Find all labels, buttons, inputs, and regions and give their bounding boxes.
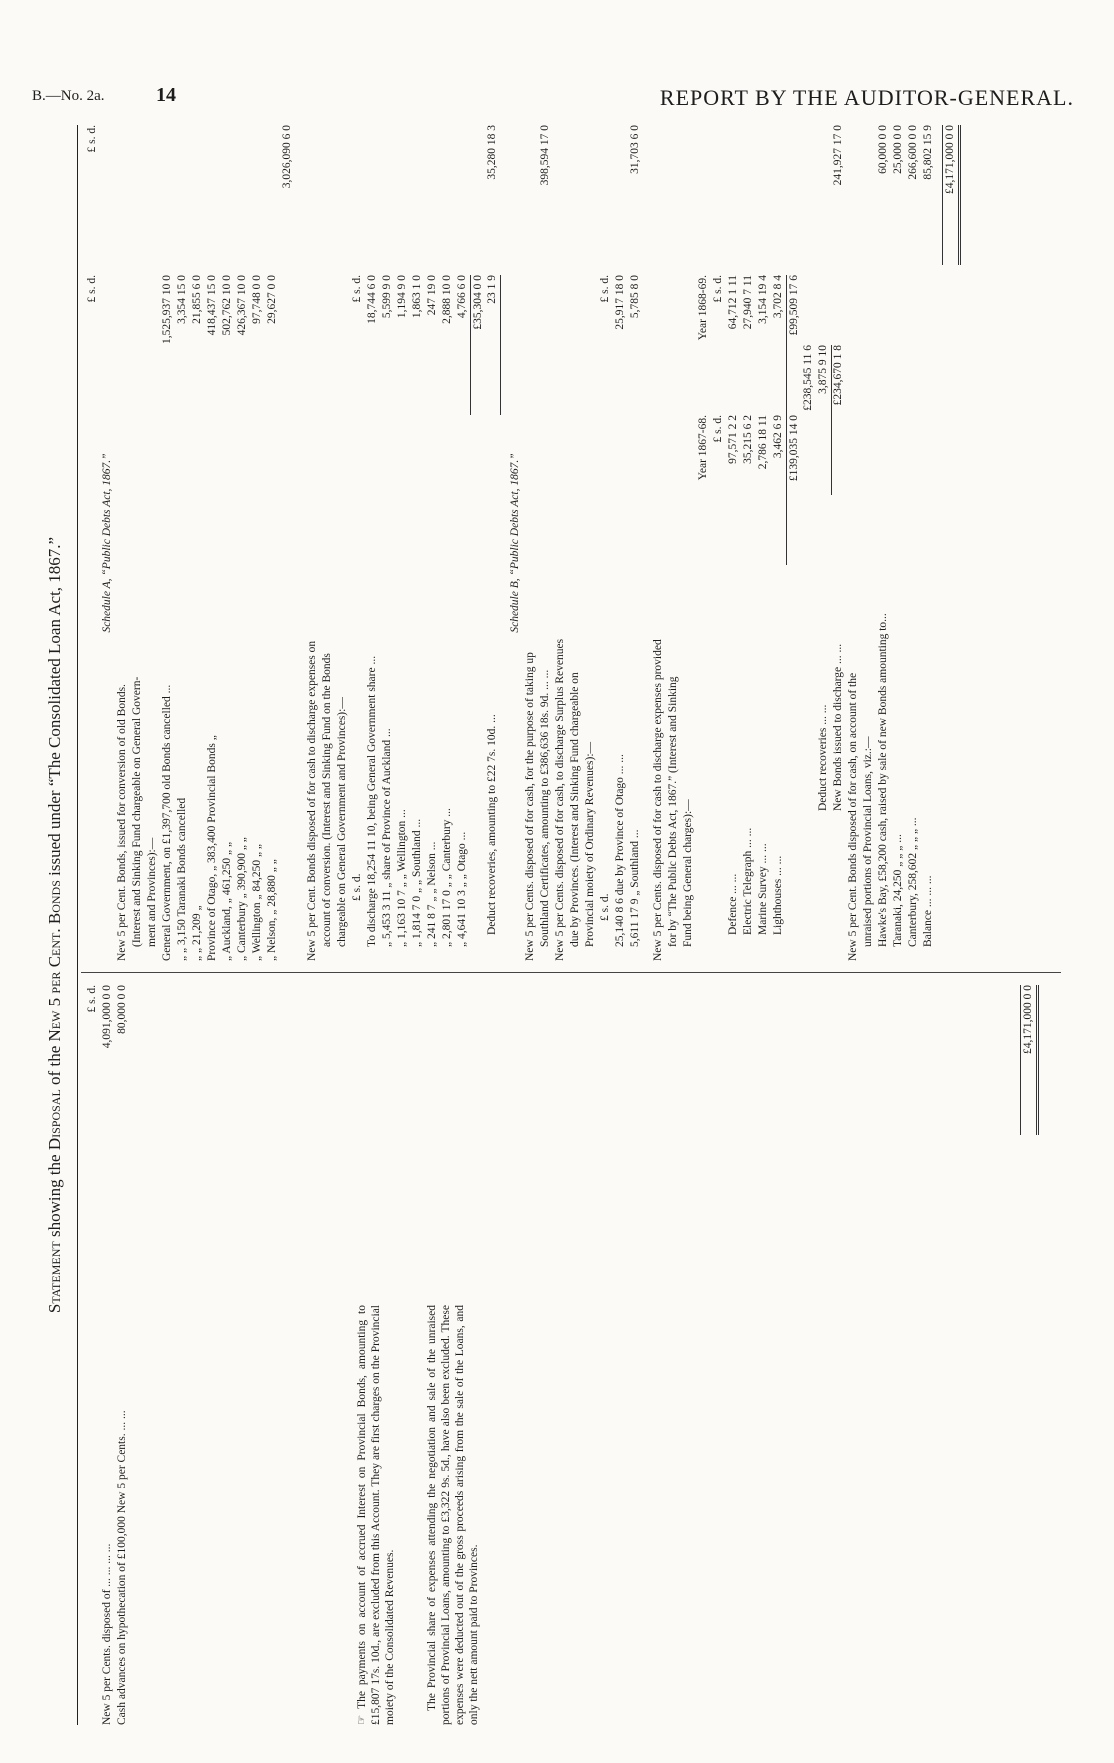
row-amount: 4,091,000 0 0 — [101, 985, 113, 1049]
row-amount: 418,437 15 0 — [206, 275, 218, 336]
table-row — [175, 125, 190, 961]
table-row — [771, 125, 786, 961]
row-amount: 35,215 6 2 — [742, 415, 754, 464]
schedule-b-title: Schedule B, “Public Debts Act, 1867.” — [509, 453, 521, 633]
table-row — [220, 125, 235, 961]
table-row — [115, 985, 130, 1725]
row-label: „ „ 3,150 Taranaki Bonds cancelled — [176, 797, 188, 961]
row-label: „ 1,814 7 0 „ „ Southland ... — [411, 818, 423, 947]
row-label: Hawke's Bay, £58,200 cash, raised by sale of new Bonds amounting to... — [877, 613, 889, 947]
row-label: Marine Survey ... ... — [757, 843, 769, 935]
cash-rows — [365, 125, 470, 961]
table-row — [235, 125, 250, 961]
statement-title: Statement showing the Disposal of the New 5 per Cent. Bonds issued under “The Consolidated Loan Act, 1867.” — [45, 536, 64, 1314]
disposal-column: £ s. d. £ s. d. Schedule A, “Public Debts Act, 1867.” New 5 per Cent. Bonds, issued for conversion of old Bonds. (Interest and Sinking Fund chargeable on General Govern- ment and Provinces):— General Government, on £1,397,700 old Bonds cancelled ... 1,525,937 10 0 „ „ 3,150 Taranaki Bonds cancelled 3,354 15 0 „ „ 21,209 „ 21,855 6 0 Province of Otago, „ 383,400 Provincial Bonds „ 418,437 15 0 „ Auckland, „ 461,250 „ „ 502,762 10 0 „ Canterbury „ 390,900 „ „ 426,367 10 0 „ Wellington „ 84,250 „ „ 97,748 0 0 „ Nelson, „ 28,880 „ „ 29,627 0 0 3,026,090 6 0 New 5 per Cent. Bonds disposed of for cash to discharge expenses on account of conversion. (Interest and Sinking Fund on the Bonds chargeable on General Government and Provinces):— £ s. d. £ s. d. To discharge 18,254 11 10, being General Government share ... 18,744 6 0 „ 5,453 3 11 „ share of Province of Auckland ... 5,599 9 0 „ 1,163 10 7 „ „ Wellington ... 1,194 9 0 „ 1,814 7 0 „ „ Southland ... 1,863 1 0 „ 241 8 7 „ „ Nelson ... 247 19 0 „ 2,801 17 0 „ „ Canterbury ... 2,888 10 0 „ 4,641 10 3 „ „ Otago ... 4,766 6 0 £35,304 0 0 Deduct recoveries, amounting to £22 7s. 10d. ... 23 1 9 35,280 18 3 Schedule B, “Public Debts Act, 1867.” New 5 per Cents. disposed of for cash, for the purpose of taking up Southland Certificates, amounting to £386,636 18s. 9d. ... ... 398,594 17 0 New 5 per Cents. disposed of for cash, to discharge Surplus Revenues due by Provinces. (Interest and Sinking Fund chargeable on Provincial moiety of Ordinary Revenues):— £ s. d. £ s. d. 25,140 8 6 due by Province of Otago ... ... 25,917 18 0 5,611 17 9 „ Southland ... 5,785 8 0 31,703 6 0 New 5 per Cents. disposed of for cash to discharge expenses provided for by “The Public Debts Act, 1867.” (Interest and Sinking Fund being General charges):— Year 1867-68. Year 1868-69. £ s. d. £ s. d. Defence ... ... 97,571 2 2 64,712 1 11 Electric Telegraph ... ... 35,215 6 2 27,940 7 11 Marine Survey ... ... 2,786 18 11 3,154 19 4 Lighthouses ... ... 3,462 6 9 3,702 8 4 £139,035 14 0 £99,509 17 6 £238,545 11 6 Deduct recoveries ... ... 3,875 9 10 New Bonds issued to discharge ... ... £234,670 1 8 241,927 17 0 New 5 per Cent. Bonds disposed of for cash, on account of the unraised portions of Provincial Loans, viz.:— Hawke's Bay, £58,200 cash, raised by sale of new Bonds amounting to... 60,000 0 0 Taranaki, 24,250 „ „ „ ... 25,000 0 0 Canterbury, 258,602 „ „ „ ... 266,600 0 0 Balance ... ... ... 85,802 15 9 £4,171,000 0 0 — [85, 125, 957, 961]
row-label: „ 4,641 10 3 „ „ Otago ... — [456, 831, 468, 947]
row-label: „ Nelson, „ 28,880 „ „ — [266, 859, 278, 961]
surplus-total: 31,703 6 0 — [629, 125, 641, 174]
row-amount: 5,599 9 0 — [381, 275, 393, 319]
table-row — [921, 125, 936, 961]
rotated-statement — [45, 125, 1065, 1725]
row-amount: 97,571 2 2 — [727, 415, 739, 464]
table-row — [906, 125, 921, 961]
currency-head: £ s. d. — [86, 985, 98, 1013]
table-row — [425, 125, 440, 961]
row-amount: 1,863 1 0 — [411, 275, 423, 319]
table-row — [380, 125, 395, 961]
row-label: Cash advances on hypothecation of £100,000 New 5 per Cents. ... ... — [116, 1410, 128, 1725]
table-row — [613, 125, 628, 961]
row-amount: 29,627 0 0 — [266, 275, 278, 324]
row-amount: 3,462 6 9 — [772, 415, 784, 459]
row-amount: 80,000 0 0 — [116, 985, 128, 1034]
row-amount: 21,855 6 0 — [191, 275, 203, 324]
cash-net: 35,280 18 3 — [486, 125, 498, 180]
schedule-a-rows — [160, 125, 280, 961]
row-amount: 1,194 9 0 — [396, 275, 408, 319]
report-title: REPORT BY THE AUDITOR-GENERAL. — [659, 85, 1074, 110]
unraised-rows — [876, 125, 936, 961]
row-label: Taranaki, 24,250 „ „ „ ... — [892, 834, 904, 947]
row-amount: 85,802 15 9 — [922, 125, 934, 180]
table-row — [205, 125, 220, 961]
row-amount: 60,000 0 0 — [877, 125, 889, 174]
row-amount: 3,702 8 4 — [772, 275, 784, 319]
row-label: General Government, on £1,397,700 old Bonds cancelled ... — [161, 684, 173, 961]
schedule-a-title: Schedule A, “Public Debts Act, 1867.” — [101, 453, 113, 633]
row-amount: 3,354 15 0 — [176, 275, 188, 324]
general-sum: £238,545 11 6 — [802, 345, 814, 411]
row-amount: 25,000 0 0 — [892, 125, 904, 174]
row-amount: 5,785 8 0 — [629, 275, 641, 319]
row-label: Province of Otago, „ 383,400 Provincial Bonds „ — [206, 735, 218, 961]
row-label: „ Canterbury „ 390,900 „ „ — [236, 837, 248, 961]
table-row — [410, 125, 425, 961]
receipts-column — [85, 985, 1034, 1725]
document-reference: B.—No. 2a. — [32, 88, 105, 104]
row-amount: 25,917 18 0 — [614, 275, 626, 330]
row-label: To discharge 18,254 11 10, being General Government share ... — [366, 655, 378, 947]
row-label: „ Auckland, „ 461,250 „ „ — [221, 841, 233, 961]
schedule-b-amount: 398,594 17 0 — [539, 125, 551, 186]
table-row — [741, 125, 756, 961]
row-amount: 1,525,937 10 0 — [161, 275, 173, 344]
receipts-total: £4,171,000 0 0 — [1020, 985, 1039, 1135]
page-header — [32, 82, 1082, 112]
grand-total: £4,171,000 0 0 — [942, 125, 961, 265]
table-row — [891, 125, 906, 961]
row-label: „ „ 21,209 „ — [191, 905, 203, 961]
table-row — [440, 125, 455, 961]
table-row — [455, 125, 470, 961]
row-amount: 18,744 6 0 — [366, 275, 378, 324]
row-amount: 4,766 6 0 — [456, 275, 468, 319]
cash-subtotal: £35,304 0 0 — [470, 275, 486, 415]
table-row — [756, 125, 771, 961]
schedule-a-total: 3,026,090 6 0 — [281, 125, 293, 189]
row-amount: 426,367 10 0 — [236, 275, 248, 336]
table-row — [100, 985, 115, 1725]
row-label: Defence ... ... — [727, 873, 739, 935]
row-amount: 2,888 10 0 — [441, 275, 453, 324]
row-label: Canterbury, 258,602 „ „ „ ... — [907, 817, 919, 947]
currency-head-1: £ s. d. — [86, 275, 98, 303]
row-amount: 247 19 0 — [426, 275, 438, 316]
row-label: 5,611 17 9 „ Southland ... — [629, 829, 641, 947]
title-rule — [77, 125, 78, 1725]
row-label: „ 5,453 3 11 „ share of Province of Auckland ... — [381, 728, 393, 947]
table-row — [876, 125, 891, 961]
note-expenses: The Provincial share of expenses attending the negotiation and sale of the unraised portions of Provincial Loans, amounting to £3,322 9s. 5d., have also been excluded. These expenses were deducted out of the gross proceeds arising from the sale of the Loans, and only the nett amount paid to Provinces. — [426, 1305, 480, 1725]
row-amount: 97,748 0 0 — [251, 275, 263, 324]
general-rows — [726, 125, 786, 961]
column-divider — [81, 972, 1061, 973]
row-label: Balance ... ... ... — [922, 875, 934, 947]
row-label: „ 1,163 10 7 „ „ Wellington ... — [396, 809, 408, 947]
general-total: 241,927 17 0 — [832, 125, 844, 186]
table-row — [726, 125, 741, 961]
row-label: Electric Telegraph ... ... — [742, 827, 754, 935]
table-row — [190, 125, 205, 961]
table-row — [365, 125, 380, 961]
table-row — [160, 125, 175, 961]
row-amount: 3,154 19 4 — [757, 275, 769, 324]
receipts-rows — [100, 985, 130, 1725]
row-amount: 266,600 0 0 — [907, 125, 919, 180]
year2-total: £99,509 17 6 — [786, 275, 802, 415]
row-amount: 64,712 1 11 — [727, 275, 739, 330]
page-number: 14 — [156, 84, 176, 106]
currency-head-2: £ s. d. — [86, 125, 98, 153]
year1-total: £139,035 14 0 — [786, 415, 802, 565]
row-label: „ 241 8 7 „ „ Nelson ... — [426, 841, 438, 947]
row-amount: 502,762 10 0 — [221, 275, 233, 336]
table-row — [250, 125, 265, 961]
table-row — [265, 125, 280, 961]
table-row — [395, 125, 410, 961]
row-label: New 5 per Cents. disposed of ... ... ... ... — [101, 1543, 113, 1725]
note-interest: ☞ The payments on account of accrued Interest on Provincial Bonds, amounting to £15,807 17s. 10d., are excluded from this Account. They are first charges on the Provincial moiety of the Consolidated Revenues. — [356, 1305, 396, 1725]
row-label: Lighthouses ... ... — [772, 855, 784, 935]
row-amount: 27,940 7 11 — [742, 275, 754, 330]
row-amount: 2,786 18 11 — [757, 415, 769, 470]
row-label: „ 2,801 17 0 „ „ Canterbury ... — [441, 808, 453, 947]
row-label: „ Wellington „ 84,250 „ „ — [251, 843, 263, 961]
row-label: 25,140 8 6 due by Province of Otago ... ... — [614, 754, 626, 947]
